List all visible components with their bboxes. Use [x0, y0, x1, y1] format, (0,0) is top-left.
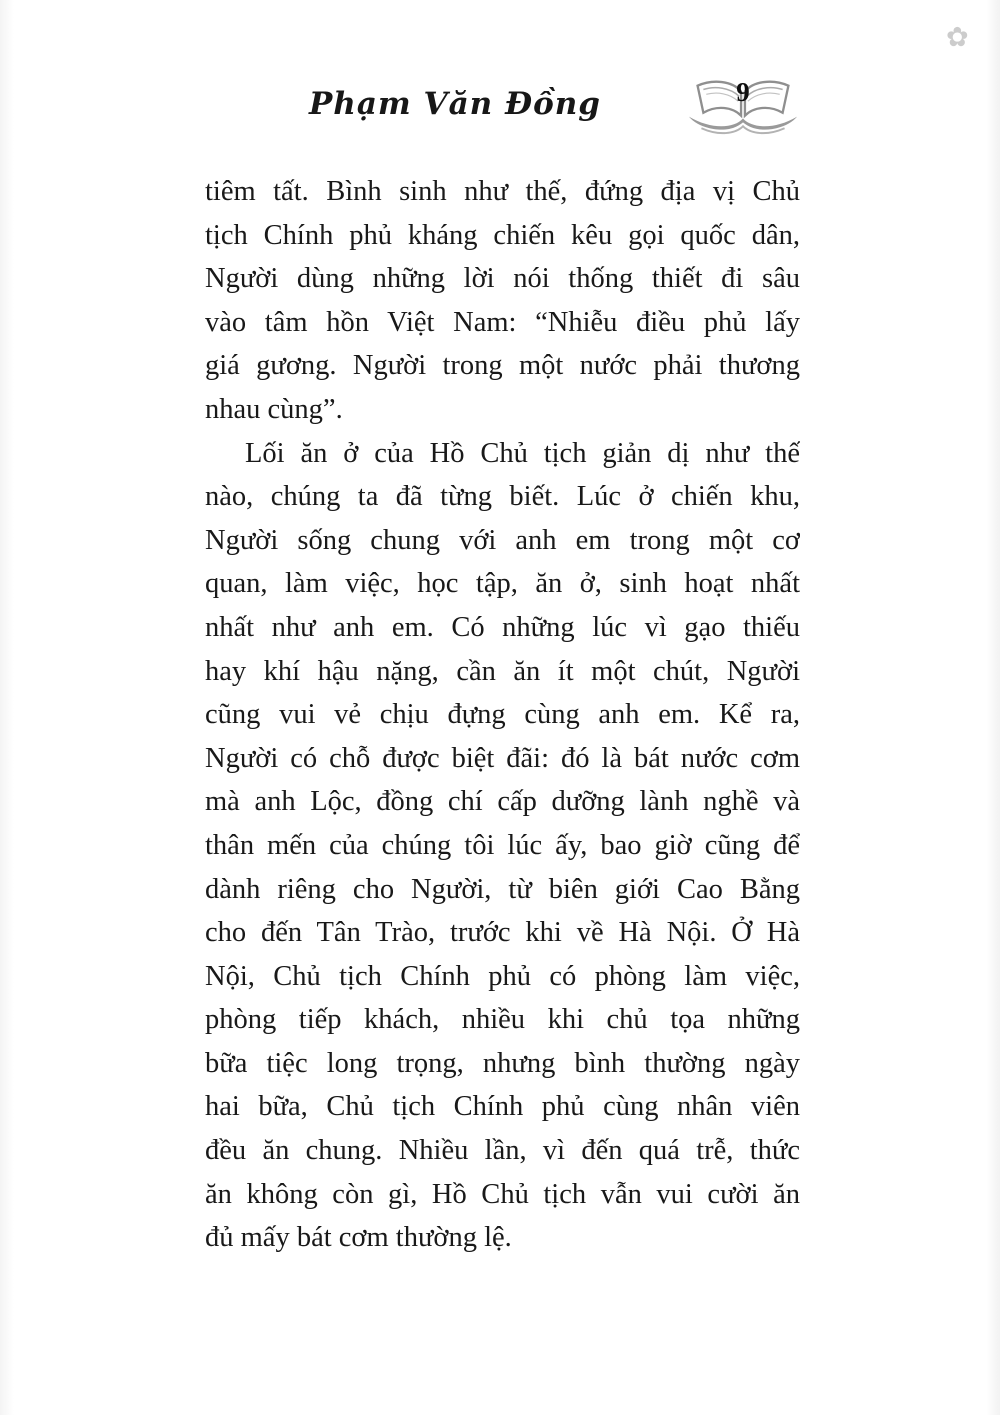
text-line: cũng vui vẻ chịu đựng cùng anh em. Kể ra, [205, 699, 800, 731]
text-line: thân mến của chúng tôi lúc ấy, bao giờ cũng để [205, 829, 800, 861]
text-line: Người sống chung với anh em trong một cơ [205, 524, 800, 556]
text-line: Lối ăn ở của Hồ Chủ tịch giản dị như thế [245, 437, 800, 469]
text-line: phòng tiếp khách, nhiều khi chủ tọa những [205, 1004, 800, 1036]
text-line: mà anh Lộc, đồng chí cấp dưỡng lành nghề và [205, 786, 800, 818]
text-line: nào, chúng ta đã từng biết. Lúc ở chiến khu, [205, 481, 800, 513]
body-text [205, 170, 800, 1260]
text-line: đủ mấy bát cơm thường lệ. [205, 1222, 512, 1254]
text-line: Người dùng những lời nói thống thiết đi sâu [205, 263, 800, 295]
paragraph [205, 170, 800, 432]
text-line: nhau cùng”. [205, 393, 343, 425]
text-line: Người có chỗ được biệt đãi: đó là bát nước cơm [205, 742, 800, 774]
text-line: dành riêng cho Người, từ biên giới Cao Bằng [205, 873, 800, 905]
paragraph [205, 432, 800, 1260]
text-line: quan, làm việc, học tập, ăn ở, sinh hoạt nhất [205, 568, 800, 600]
text-line: tiêm tất. Bình sinh như thế, đứng địa vị Chủ [205, 176, 800, 207]
text-line: hai bữa, Chủ tịch Chính phủ cùng nhân viên [205, 1091, 800, 1123]
text-line: tịch Chính phủ kháng chiến kêu gọi quốc dân, [205, 219, 800, 251]
flower-icon: ✿ [946, 22, 969, 53]
text-line: bữa tiệc long trọng, nhưng bình thường ngày [205, 1047, 800, 1079]
text-line: Nội, Chủ tịch Chính phủ có phòng làm việc, [205, 960, 800, 992]
text-line: vào tâm hồn Việt Nam: “Nhiễu điều phủ lấy [205, 306, 800, 338]
text-line: đều ăn chung. Nhiều lần, vì đến quá trễ, thức [205, 1135, 800, 1167]
page-edge-shade-left [0, 0, 14, 1415]
text-line: nhất như anh em. Có những lúc vì gạo thiếu [205, 611, 800, 643]
page-number: 9 [736, 77, 750, 107]
page-edge-shade-right [986, 0, 1000, 1415]
text-line: hay khí hậu nặng, cần ăn ít một chút, Người [205, 655, 800, 687]
text-line: ăn không còn gì, Hồ Chủ tịch vẫn vui cười ăn [205, 1178, 800, 1210]
page-number-ornament [685, 74, 801, 136]
running-header-author: Phạm Văn Đồng [309, 86, 601, 122]
text-line: giá gương. Người trong một nước phải thương [205, 350, 800, 382]
text-line: cho đến Tân Trào, trước khi về Hà Nội. Ở Hà [205, 917, 800, 949]
